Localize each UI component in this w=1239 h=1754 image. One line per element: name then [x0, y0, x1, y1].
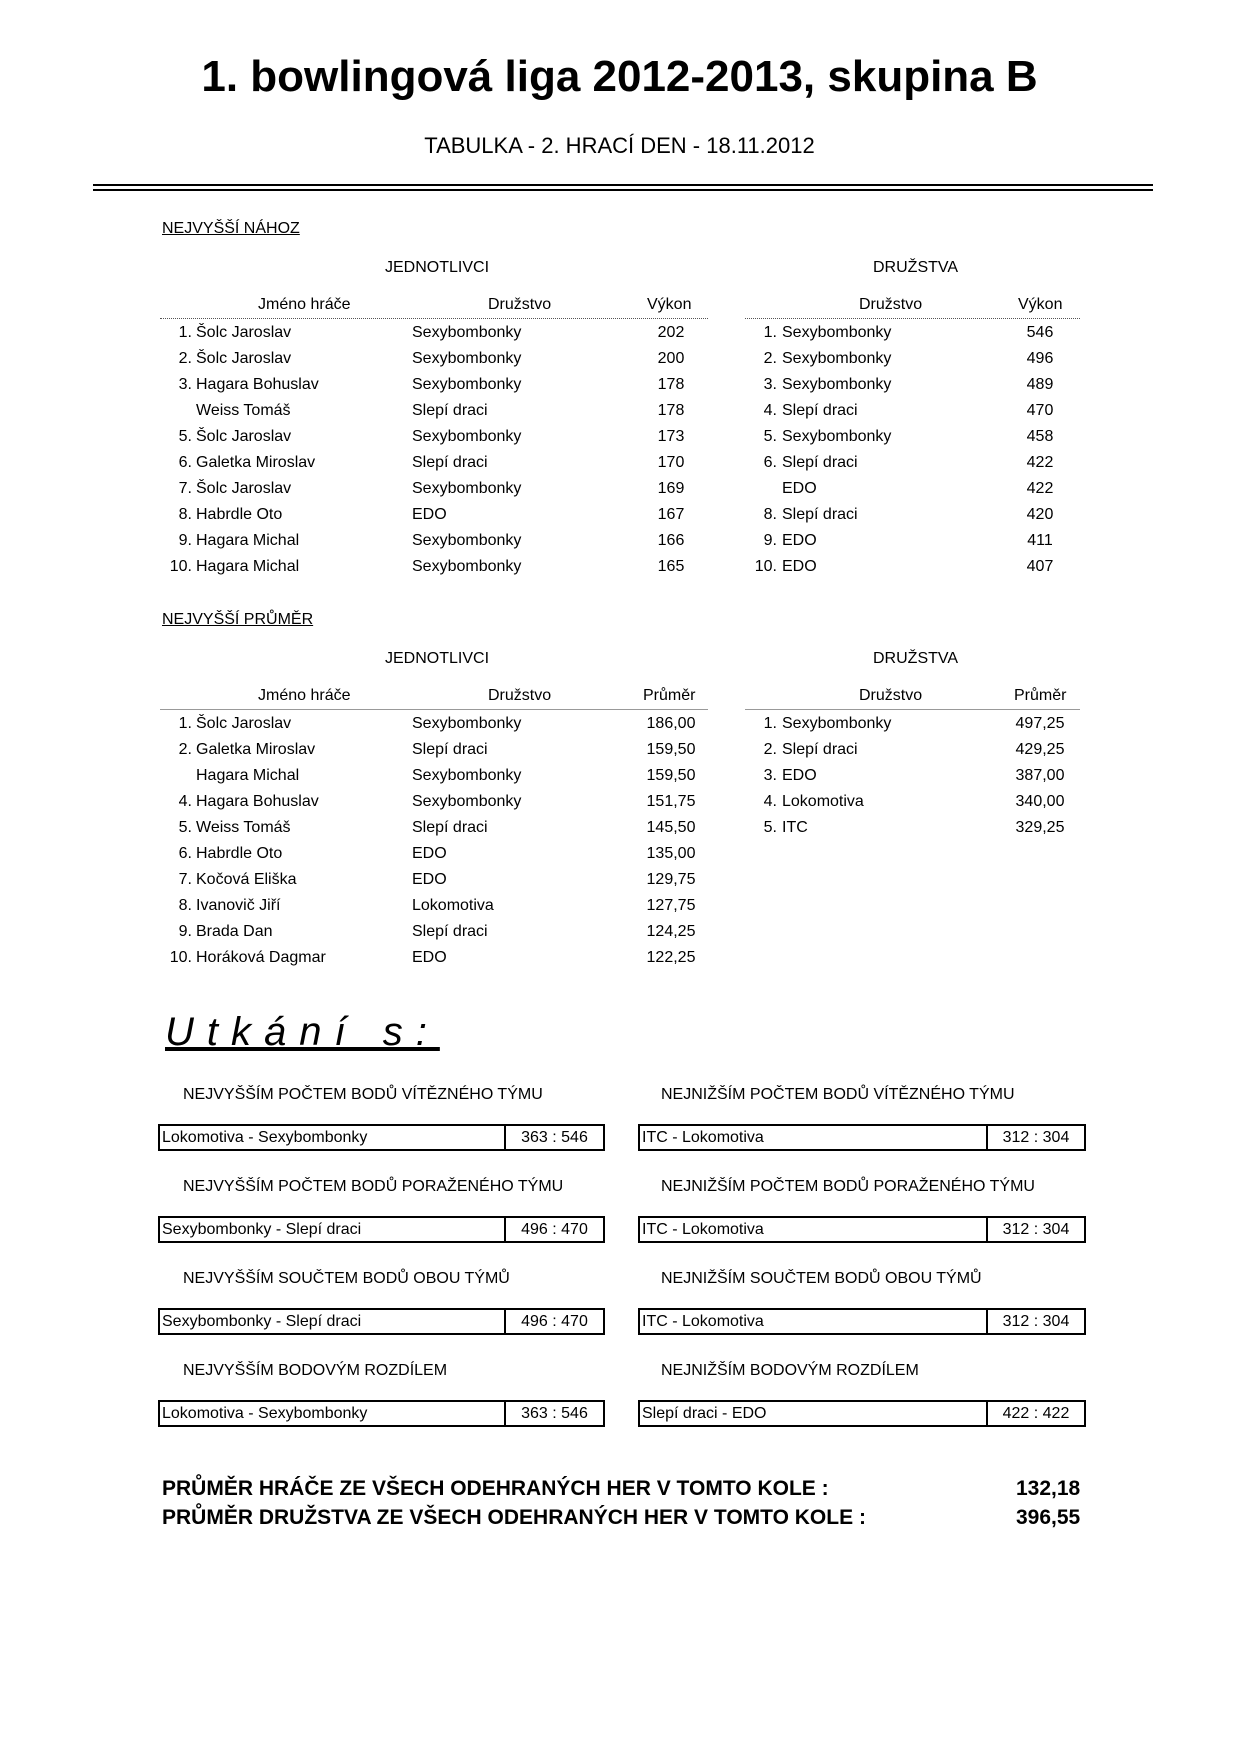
column-header-team: Družstvo: [859, 687, 923, 704]
row-rank: 10.: [754, 558, 777, 575]
row-value: 546: [1026, 324, 1054, 341]
table-row: [745, 738, 1080, 762]
table-row: [745, 816, 1080, 840]
row-rank: 6.: [763, 454, 777, 471]
individuals-heading: JEDNOTLIVCI: [385, 259, 490, 276]
table-row: [745, 764, 1080, 788]
match-teams: ITC - Lokomotiva: [642, 1129, 764, 1146]
match-teams: ITC - Lokomotiva: [642, 1221, 764, 1238]
column-header-average: Průměr: [643, 687, 696, 704]
match-category-title: NEJNIŽŠÍM SOUČTEM BODŮ OBOU TÝMŮ: [661, 1270, 982, 1287]
row-rank: 6.: [178, 845, 192, 862]
team-name: Slepí draci: [412, 741, 488, 758]
team-name: Slepí draci: [782, 741, 858, 758]
table-row: [745, 373, 1080, 397]
team-name: EDO: [782, 767, 817, 784]
team-name: Sexybombonky: [412, 767, 522, 784]
match-category-title: NEJNIŽŠÍM POČTEM BODŮ PORAŽENÉHO TÝMU: [661, 1178, 1035, 1195]
table-row: [160, 347, 708, 371]
row-value: 159,50: [646, 767, 696, 784]
row-rank: 5.: [178, 428, 192, 445]
individuals-heading: JEDNOTLIVCI: [385, 650, 490, 667]
team-name: EDO: [412, 506, 447, 523]
column-header-team: Družstvo: [488, 687, 552, 704]
table-row: [745, 321, 1080, 345]
match-category-title: NEJVYŠŠÍM POČTEM BODŮ PORAŽENÉHO TÝMU: [183, 1178, 564, 1195]
row-value: 422: [1026, 480, 1054, 497]
team-name: Slepí draci: [782, 402, 858, 419]
match-record-box: [158, 1400, 605, 1427]
table-row: [160, 399, 708, 423]
match-score: 422 : 422: [1002, 1405, 1070, 1422]
row-value: 173: [657, 428, 685, 445]
match-score: 363 : 546: [521, 1405, 588, 1422]
match-record-box: [158, 1216, 605, 1243]
player-name: Habrdle Oto: [196, 845, 283, 862]
row-rank: 4.: [763, 793, 777, 810]
header-underline: [745, 709, 1080, 710]
table-row: [160, 321, 708, 345]
team-name: EDO: [782, 480, 817, 497]
team-name: Sexybombonky: [412, 428, 522, 445]
row-rank: 5.: [763, 819, 777, 836]
row-rank: 10.: [169, 558, 192, 575]
row-rank: 2.: [178, 350, 192, 367]
team-name: Sexybombonky: [782, 715, 892, 732]
team-name: Slepí draci: [782, 506, 858, 523]
match-record-box: [638, 1308, 1086, 1335]
teams-heading: DRUŽSTVA: [873, 650, 959, 667]
row-value: 458: [1026, 428, 1054, 445]
team-name: Slepí draci: [782, 454, 858, 471]
team-name: EDO: [782, 532, 817, 549]
player-name: Šolc Jaroslav: [196, 715, 292, 732]
match-category-title: NEJVYŠŠÍM SOUČTEM BODŮ OBOU TÝMŮ: [183, 1270, 510, 1287]
row-value: 159,50: [646, 741, 696, 758]
player-name: Šolc Jaroslav: [196, 428, 292, 445]
match-teams: Sexybombonky - Slepí draci: [162, 1313, 362, 1330]
match-category-title: NEJVYŠŠÍM BODOVÝM ROZDÍLEM: [183, 1362, 448, 1379]
row-rank: 3.: [763, 376, 777, 393]
player-name: Habrdle Oto: [196, 506, 283, 523]
table-row: [160, 529, 708, 553]
team-name: Slepí draci: [412, 402, 488, 419]
row-rank: 1.: [178, 324, 192, 341]
team-name: ITC: [782, 819, 808, 836]
player-name: Brada Dan: [196, 923, 273, 940]
match-record-box: [158, 1308, 605, 1335]
match-record-box: [638, 1216, 1086, 1243]
header-rule-bottom: [93, 189, 1153, 191]
match-teams: Lokomotiva - Sexybombonky: [162, 1129, 368, 1146]
row-rank: 5.: [763, 428, 777, 445]
row-value: 489: [1026, 376, 1054, 393]
row-value: 202: [657, 324, 685, 341]
table-row: [745, 529, 1080, 553]
player-name: Galetka Miroslav: [196, 454, 316, 471]
match-record-box: [638, 1124, 1086, 1151]
player-name: Hagara Bohuslav: [196, 793, 319, 810]
row-value: 429,25: [1015, 741, 1065, 758]
header-underline: [160, 318, 708, 319]
table-row: [160, 712, 708, 736]
header-rule-top: [93, 184, 1153, 186]
row-rank: 7.: [178, 871, 192, 888]
row-rank: 1.: [763, 324, 777, 341]
row-value: 124,25: [646, 923, 696, 940]
table-row: [160, 555, 708, 579]
match-score: 312 : 304: [1002, 1129, 1070, 1146]
row-rank: 6.: [178, 454, 192, 471]
team-name: Sexybombonky: [782, 376, 892, 393]
match-category-title: NEJNIŽŠÍM POČTEM BODŮ VÍTĚZNÉHO TÝMU: [661, 1086, 1015, 1103]
row-rank: 1.: [178, 715, 192, 732]
team-name: Sexybombonky: [412, 350, 522, 367]
team-name: Slepí draci: [412, 923, 488, 940]
match-score: 496 : 470: [521, 1221, 588, 1238]
row-value: 200: [657, 350, 685, 367]
row-value: 470: [1026, 402, 1054, 419]
row-rank: 4.: [763, 402, 777, 419]
table-row: [745, 477, 1080, 501]
player-name: Horáková Dagmar: [196, 949, 326, 966]
column-header-score: Výkon: [647, 296, 692, 313]
row-value: 411: [1027, 532, 1053, 549]
row-rank: 5.: [178, 819, 192, 836]
match-teams: Lokomotiva - Sexybombonky: [162, 1405, 368, 1422]
row-rank: 2.: [178, 741, 192, 758]
row-rank: 3.: [178, 376, 192, 393]
table-row: [160, 764, 708, 788]
match-score: 312 : 304: [1002, 1313, 1070, 1330]
team-name: Slepí draci: [412, 819, 488, 836]
row-value: 169: [657, 480, 685, 497]
player-average-label: PRŮMĚR HRÁČE ZE VŠECH ODEHRANÝCH HER V TOMTO KOLE :: [162, 1477, 829, 1500]
player-average-value: 132,18: [1016, 1477, 1081, 1500]
team-average-label: PRŮMĚR DRUŽSTVA ZE VŠECH ODEHRANÝCH HER V TOMTO KOLE :: [162, 1506, 866, 1529]
row-rank: 4.: [178, 793, 192, 810]
row-value: 127,75: [646, 897, 696, 914]
header-underline: [745, 318, 1080, 319]
match-record-box: [158, 1124, 605, 1151]
table-row: [160, 738, 708, 762]
team-name: EDO: [412, 949, 447, 966]
row-value: 340,00: [1015, 793, 1065, 810]
table-row: [160, 373, 708, 397]
row-value: 122,25: [646, 949, 696, 966]
row-value: 420: [1026, 506, 1054, 523]
player-name: Weiss Tomáš: [196, 819, 291, 836]
match-category-title: NEJNIŽŠÍM BODOVÝM ROZDÍLEM: [661, 1362, 919, 1379]
row-value: 145,50: [646, 819, 696, 836]
match-score: 312 : 304: [1002, 1221, 1070, 1238]
player-name: Hagara Michal: [196, 558, 300, 575]
table-row: [160, 790, 708, 814]
row-rank: 8.: [178, 506, 192, 523]
row-value: 496: [1026, 350, 1054, 367]
table-row: [745, 712, 1080, 736]
column-header-player: Jméno hráče: [258, 687, 351, 704]
team-name: Sexybombonky: [782, 324, 892, 341]
match-score: 363 : 546: [521, 1129, 588, 1146]
team-name: Sexybombonky: [782, 350, 892, 367]
table-row: [745, 399, 1080, 423]
column-header-team: Družstvo: [488, 296, 552, 313]
row-value: 407: [1026, 558, 1054, 575]
column-header-average: Průměr: [1014, 687, 1067, 704]
team-name: EDO: [412, 845, 447, 862]
row-rank: 7.: [178, 480, 192, 497]
row-value: 178: [657, 402, 685, 419]
player-name: Galetka Miroslav: [196, 741, 316, 758]
player-name: Hagara Michal: [196, 532, 300, 549]
row-value: 186,00: [646, 715, 696, 732]
player-name: Kočová Eliška: [196, 871, 297, 888]
page-title: 1. bowlingová liga 2012-2013, skupina B: [201, 52, 1038, 101]
player-name: Ivanovič Jiří: [196, 897, 281, 914]
row-value: 165: [657, 558, 685, 575]
match-teams: Slepí draci - EDO: [642, 1405, 767, 1422]
row-value: 497,25: [1015, 715, 1065, 732]
team-name: Sexybombonky: [412, 376, 522, 393]
table-row: [160, 477, 708, 501]
row-rank: 10.: [169, 949, 192, 966]
row-value: 422: [1026, 454, 1054, 471]
player-name: Weiss Tomáš: [196, 402, 291, 419]
teams-heading: DRUŽSTVA: [873, 259, 959, 276]
team-name: Lokomotiva: [782, 793, 864, 810]
table-row: [160, 920, 708, 944]
row-rank: 9.: [178, 923, 192, 940]
table-row: [160, 503, 708, 527]
table-row: [745, 790, 1080, 814]
table-row: [745, 425, 1080, 449]
row-value: 170: [657, 454, 685, 471]
table-row: [160, 946, 708, 970]
column-header-player: Jméno hráče: [258, 296, 351, 313]
table-row: [160, 842, 708, 866]
team-average-value: 396,55: [1016, 1506, 1081, 1529]
row-rank: 2.: [763, 350, 777, 367]
team-name: Sexybombonky: [412, 793, 522, 810]
row-value: 178: [657, 376, 685, 393]
table-row: [745, 451, 1080, 475]
table-row: [160, 816, 708, 840]
player-name: Hagara Michal: [196, 767, 300, 784]
row-value: 166: [657, 532, 685, 549]
row-value: 129,75: [646, 871, 696, 888]
row-value: 167: [657, 506, 685, 523]
matches-heading: Utkání s:: [165, 1010, 440, 1054]
table-row: [160, 451, 708, 475]
match-teams: Sexybombonky - Slepí draci: [162, 1221, 362, 1238]
table-row: [160, 425, 708, 449]
table-row: [160, 894, 708, 918]
player-name: Šolc Jaroslav: [196, 480, 292, 497]
team-name: Sexybombonky: [412, 558, 522, 575]
player-name: Hagara Bohuslav: [196, 376, 319, 393]
section-label-highest-average: NEJVYŠŠÍ PRŮMĚR: [162, 611, 314, 628]
table-row: [745, 347, 1080, 371]
section-label-highest-game: NEJVYŠŠÍ NÁHOZ: [162, 220, 300, 237]
team-name: EDO: [412, 871, 447, 888]
team-name: Slepí draci: [412, 454, 488, 471]
row-rank: 8.: [763, 506, 777, 523]
table-row: [160, 868, 708, 892]
row-rank: 9.: [178, 532, 192, 549]
team-name: EDO: [782, 558, 817, 575]
match-record-box: [638, 1400, 1086, 1427]
row-rank: 3.: [763, 767, 777, 784]
row-rank: 2.: [763, 741, 777, 758]
row-rank: 8.: [178, 897, 192, 914]
team-name: Sexybombonky: [412, 480, 522, 497]
player-name: Šolc Jaroslav: [196, 324, 292, 341]
team-name: Sexybombonky: [412, 324, 522, 341]
row-value: 135,00: [646, 845, 696, 862]
row-rank: 9.: [763, 532, 777, 549]
team-name: Lokomotiva: [412, 897, 494, 914]
row-rank: 1.: [763, 715, 777, 732]
page-subtitle: TABULKA - 2. HRACÍ DEN - 18.11.2012: [424, 133, 815, 158]
team-name: Sexybombonky: [412, 532, 522, 549]
column-header-team: Družstvo: [859, 296, 923, 313]
match-score: 496 : 470: [521, 1313, 588, 1330]
column-header-score: Výkon: [1018, 296, 1063, 313]
table-row: [745, 503, 1080, 527]
row-value: 387,00: [1015, 767, 1065, 784]
row-value: 151,75: [646, 793, 696, 810]
match-category-title: NEJVYŠŠÍM POČTEM BODŮ VÍTĚZNÉHO TÝMU: [183, 1086, 543, 1103]
header-underline: [160, 709, 708, 710]
match-teams: ITC - Lokomotiva: [642, 1313, 764, 1330]
row-value: 329,25: [1015, 819, 1065, 836]
table-row: [745, 555, 1080, 579]
team-name: Sexybombonky: [782, 428, 892, 445]
player-name: Šolc Jaroslav: [196, 350, 292, 367]
team-name: Sexybombonky: [412, 715, 522, 732]
